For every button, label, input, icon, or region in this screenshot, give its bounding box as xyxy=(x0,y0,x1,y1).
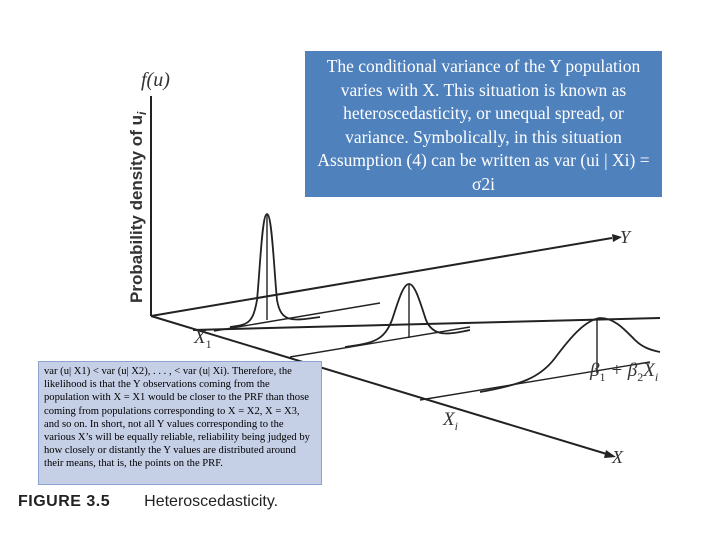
y-axis xyxy=(151,238,612,316)
prf-equation: $\beta_1 + \beta_2X_i$ xyxy=(590,360,659,384)
y-axis-label: Probability density of $u_i$ xyxy=(127,111,149,303)
density-curve-x1 xyxy=(230,214,320,327)
f-label: f(u) xyxy=(141,69,170,91)
heteroscedasticity-definition-callout: The conditional variance of the Y population varies with X. This situation is known as heteroscedasticity, or unequal spread, or variance. Symbolically, in this situation Assumption (4) can be written as var (ui | Xi) = σ2i xyxy=(305,51,662,197)
y-label: Y xyxy=(620,227,631,247)
x1-label: $X_1$ xyxy=(194,327,212,351)
baseline-x2 xyxy=(290,327,470,357)
x-label: X xyxy=(612,447,623,467)
figure-title: Heteroscedasticity. xyxy=(144,493,279,510)
variance-comparison-callout: var (u| X1) < var (u| X2), . . . , < var (u| Xi). Therefore, the likelihood is that the Y observations coming from the population with X = X1 would be closer to the PRF than those coming from populations corresponding to X = X2, X = X3, and so on. In short, not all Y values corresponding to the various X’s will be equally reliable, reliability being judged by how closely or distantly the Y values are distributed around their means, that is, the points on the PRF. xyxy=(38,361,322,485)
xi-label: $X_i$ xyxy=(443,409,458,433)
figure-number: FIGURE 3.5 xyxy=(18,493,111,510)
figure-caption xyxy=(18,493,278,515)
